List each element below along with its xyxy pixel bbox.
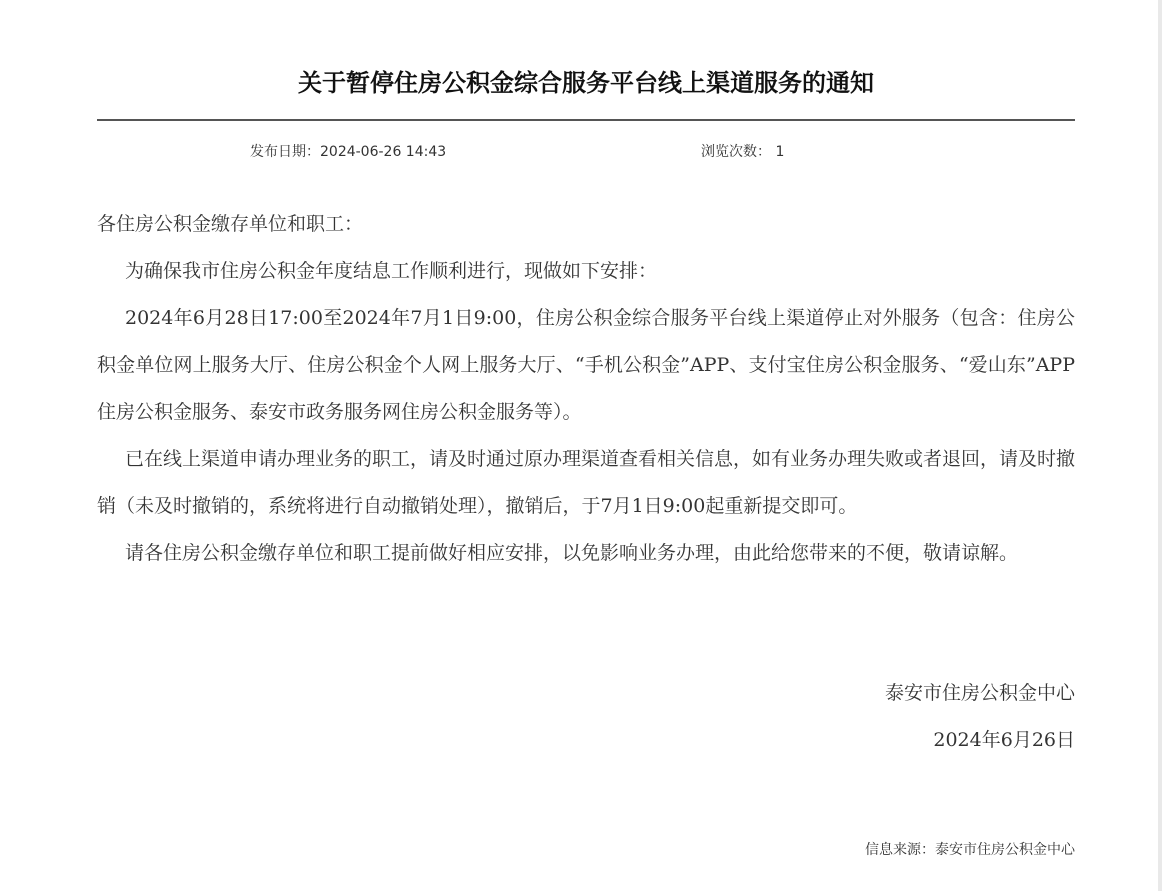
source-label: 信息来源：: [865, 842, 935, 858]
publish-date-value: 2024-06-26 14:43: [320, 144, 447, 160]
publish-date-label: 发布日期：: [250, 144, 320, 160]
paragraph: 2024年6月28日17:00至2024年7月1日9:00，住房公积金综合服务平台线上渠道停止对外服务（包含：住房公积金单位网上服务大厅、住房公积金个人网上服务大厅、“手机公积金”APP、支付宝住房公积金服务、“爱山东”APP住房公积金服务、泰安市政务服务网住房公积金服务等）。: [97, 307, 1075, 423]
article: [97, 0, 1075, 891]
title-divider: [97, 119, 1075, 121]
view-count-label: 浏览次数：: [701, 144, 771, 160]
paragraph: 为确保我市住房公积金年度结息工作顺利进行，现做如下安排：: [125, 260, 658, 282]
paragraph: 已在线上渠道申请办理业务的职工，请及时通过原办理渠道查看相关信息，如有业务办理失败或者退回，请及时撤销（未及时撤销的，系统将进行自动撤销处理），撤销后，于7月1日9:00起重新提交即可。: [97, 448, 1076, 517]
view-count-info: [701, 142, 784, 162]
signature-org: 泰安市住房公积金中心: [884, 682, 1075, 704]
scrollbar-track[interactable]: [1158, 0, 1162, 891]
source-value: 泰安市住房公积金中心: [935, 842, 1075, 858]
info-source: [865, 840, 1075, 860]
salutation: 各住房公积金缴存单位和职工：: [97, 213, 364, 235]
article-title: 关于暂停住房公积金综合服务平台线上渠道服务的通知: [298, 69, 874, 97]
paragraph: 请各住房公积金缴存单位和职工提前做好相应安排，以免影响业务办理，由此给您带来的不便，敬请谅解。: [125, 542, 1019, 564]
signature-date: 2024年6月26日: [933, 729, 1075, 751]
view-count-value: 1: [775, 144, 785, 160]
publish-date-info: [250, 142, 446, 162]
article-body: [97, 201, 1075, 577]
